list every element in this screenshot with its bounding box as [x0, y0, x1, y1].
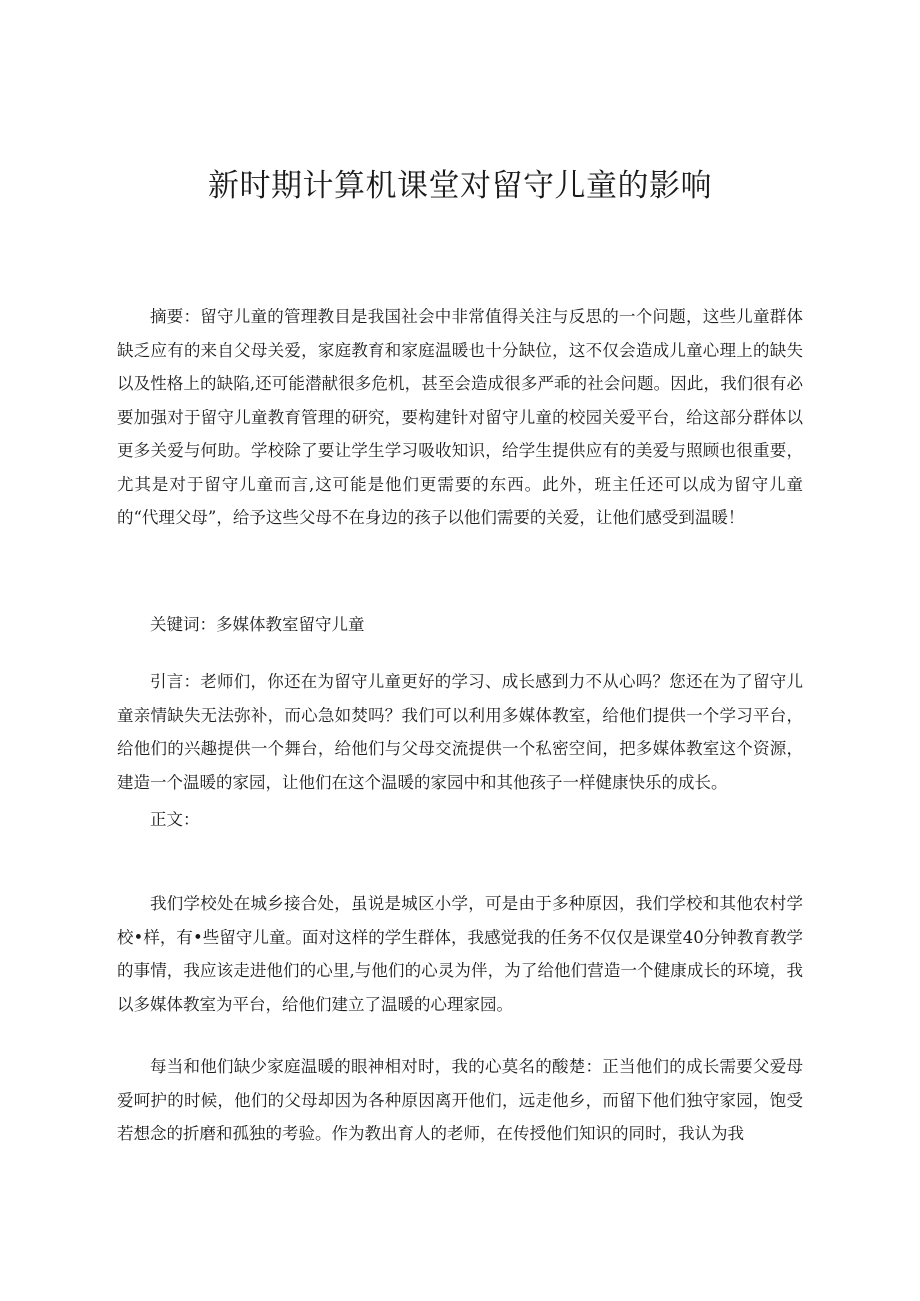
intro-paragraph: 引言：老师们，你还在为留守儿童更好的学习、成长感到力不从心吗？您还在为了留守儿童亲情缺失无法弥补，而心急如焚吗？我们可以利用多媒体教室，给他们提供一个学习平台，给他们的兴趣提供一个舞台，给他们与父母交流提供一个私密空间，把多媒体教室这个资源，建造一个温暖的家园，让他们在这个温暖的家园中和其他孩子一样健康快乐的成长。 — [117, 672, 803, 792]
document-title: 新时期计算机课堂对留守儿童的影响 — [208, 168, 712, 204]
body-paragraph-1: 我们学校处在城乡接合处，虽说是城区小学，可是由于多种原因，我们学校和其他农村学校•样，有•些留守儿童。面对这样的学生群体，我感觉我的任务不仅仅是课堂40分钟教育教学的事情，我应该走进他们的心里,与他们的心灵为伴，为了给他们营造一个健康成长的环境，我以多媒体教室为平台，给他们建立了温暖的心理家园。 — [117, 894, 803, 1014]
abstract-paragraph: 摘要：留守儿童的管理教目是我国社会中非常值得关注与反思的一个问题，这些儿童群体缺乏应有的来自父母关爱，家庭教育和家庭温暖也十分缺位，这不仅会造成儿童心理上的缺失以及性格上的缺陷,还可能潜献很多危机，甚至会造成很多严乖的社会问题。因此，我们很有必要加强对于留守儿童教育管理的研究，要构建针对留守儿童的校园关爱平台，给这部分群体以更多关爱与何助。学校除了要让学生学习吸收知识，给学生提供应有的美爱与照顾也很重要，尤其是对于留守儿童而言,这可能是他们更需要的东西。此外，班主任还可以成为留守儿童的“代理父母”，给予这些父母不在身边的孩子以他们需要的关爱，让他们感受到温暖！ — [117, 307, 803, 527]
body-paragraph-2: 每当和他们缺少家庭温暖的眼神相对时，我的心莫名的酸楚：正当他们的成长需要父爱母爱呵护的时候，他们的父母却因为各种原因离开他们，远走他乡，而留下他们独守家园，饱受若想念的折磨和孤独的考验。作为教出育人的老师，在传授他们知识的同时，我认为我 — [117, 1057, 803, 1143]
body-section-label: 正文： — [150, 810, 200, 829]
keywords-line: 关键词：多媒体教室留守儿童 — [150, 615, 365, 634]
